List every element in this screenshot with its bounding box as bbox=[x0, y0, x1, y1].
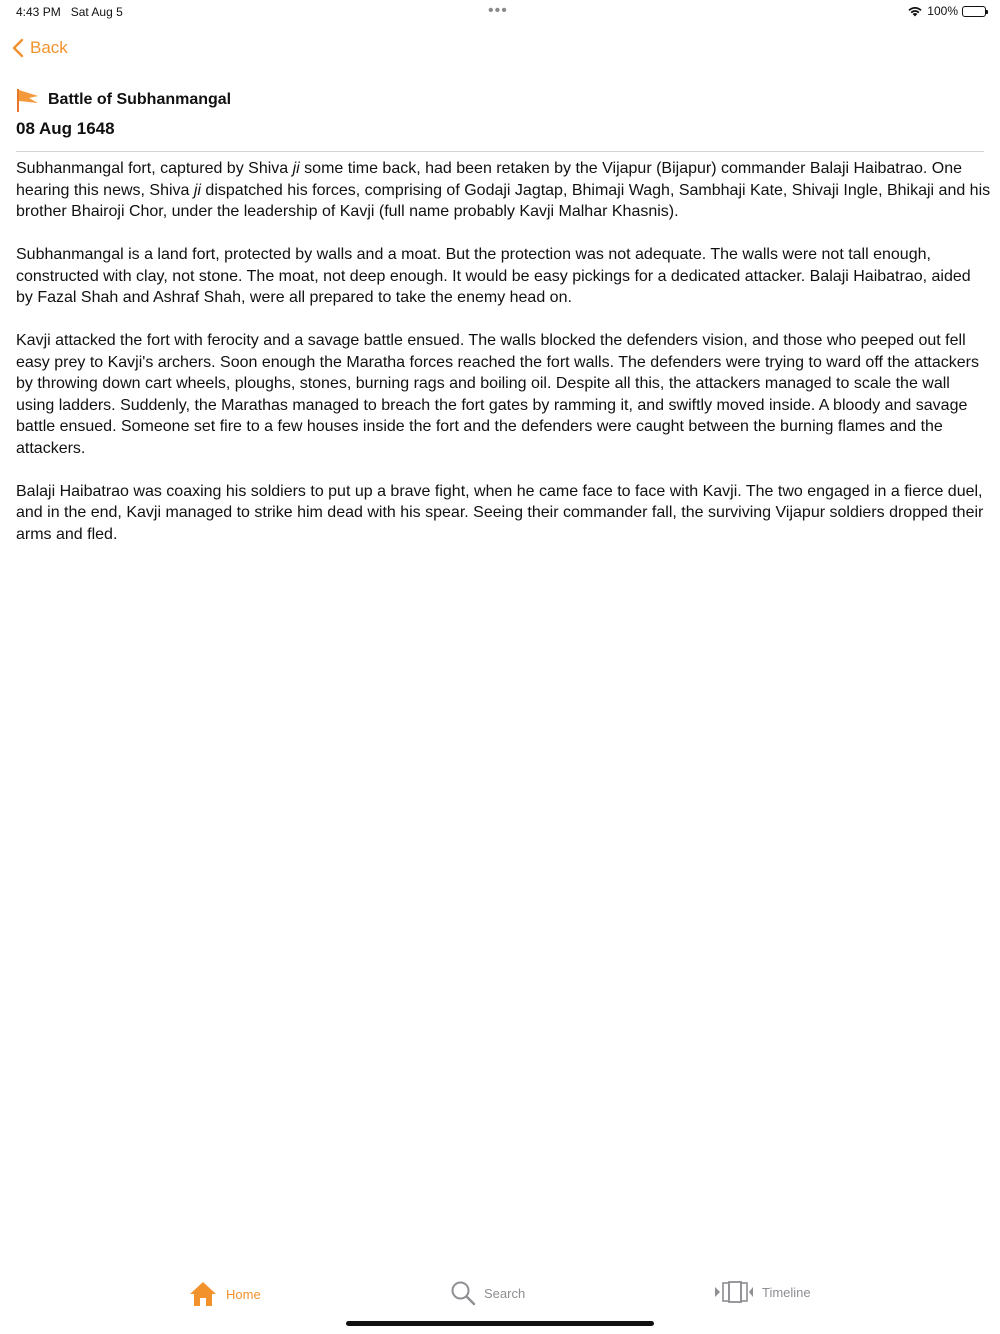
paragraph-1-honorific-1: ji bbox=[292, 160, 300, 177]
home-indicator[interactable] bbox=[346, 1321, 654, 1326]
multitasking-dots-icon[interactable]: ••• bbox=[488, 2, 508, 19]
status-date-text: Sat Aug 5 bbox=[70, 5, 123, 19]
event-description bbox=[16, 158, 991, 567]
paragraph-1-honorific-2: ji bbox=[193, 181, 201, 199]
timeline-icon bbox=[714, 1280, 754, 1304]
tab-timeline[interactable] bbox=[714, 1280, 811, 1304]
tab-bar bbox=[0, 1272, 1000, 1322]
flag-icon bbox=[16, 87, 40, 113]
header-divider bbox=[16, 151, 984, 152]
tab-timeline-label: Timeline bbox=[762, 1284, 811, 1300]
paragraph-1-part-2: some time back, had been retaken by the Vijapur (Bijapur) commander Balaji Haibatrao. One hearing this news, Shiva bbox=[16, 160, 963, 199]
paragraph-3: Kavji attacked the fort with ferocity and a savage battle ensued. The walls blocked the defenders vision, and those who peeped out fell easy prey to Kavji's archers. Soon enough the Maratha forces reached the fort walls. The defenders were trying to ward off the attackers by throwing down cart wheels, ploughs, stones, burning rags and boiling oil. Despite all this, the attackers managed to scale the wall using ladders. Suddenly, the Marathas managed to breach the fort gates by ramming it, and swiftly moved inside. A bloody and savage battle ensued. Someone set fire to a few houses inside the fort and the defenders were caught between the burning flames and the attackers. bbox=[16, 332, 979, 457]
back-button[interactable] bbox=[12, 38, 68, 58]
status-time-text: 4:43 PM bbox=[16, 5, 61, 19]
wifi-icon bbox=[907, 5, 923, 17]
status-time bbox=[16, 5, 123, 19]
tab-search-label: Search bbox=[484, 1285, 526, 1301]
tab-home-label: Home bbox=[226, 1286, 261, 1302]
event-header bbox=[16, 86, 984, 139]
tab-search[interactable] bbox=[450, 1280, 525, 1306]
tab-home[interactable] bbox=[188, 1280, 261, 1308]
event-date: 08 Aug 1648 bbox=[16, 119, 115, 138]
back-label: Back bbox=[30, 38, 68, 57]
paragraph-2: Subhanmangal is a land fort, protected by walls and a moat. But the protection was not adequate. The walls were not tall enough, constructed with clay, not stone. The moat, not deep enough. It would be easy pickings for a dedicated attacker. Balaji Haibatrao, aided by Fazal Shah and Ashraf Shah, were all prepared to take the enemy head on. bbox=[16, 246, 971, 306]
paragraph-4: Balaji Haibatrao was coaxing his soldiers to put up a brave fight, when he came face to face with Kavji. The two engaged in a fierce duel, and in the end, Kavji managed to strike him dead with his spear. Seeing their commander fall, the surviving Vijapur soldiers dropped their arms and fled. bbox=[16, 482, 984, 543]
search-icon bbox=[450, 1280, 476, 1306]
battery-icon bbox=[962, 6, 986, 17]
home-icon bbox=[188, 1280, 218, 1308]
paragraph-1 bbox=[16, 158, 991, 223]
battery-percent: 100% bbox=[927, 4, 958, 18]
status-right bbox=[907, 4, 986, 18]
paragraph-1-part-3: dispatched his forces, comprising of Godaji Jagtap, Bhimaji Wagh, Sambhaji Kate, Shivaji Ingle, Bhikaji and his brother Bhairoji Chor, under the leadership of Kavji (full name probably Kavji Malhar Khasnis). bbox=[16, 181, 991, 220]
status-bar bbox=[0, 0, 1000, 26]
title-row bbox=[16, 86, 984, 114]
chevron-left-icon bbox=[12, 38, 24, 58]
event-title: Battle of Subhanmangal bbox=[48, 91, 232, 108]
paragraph-1-part-1: Subhanmangal fort, captured by Shiva bbox=[16, 160, 293, 177]
